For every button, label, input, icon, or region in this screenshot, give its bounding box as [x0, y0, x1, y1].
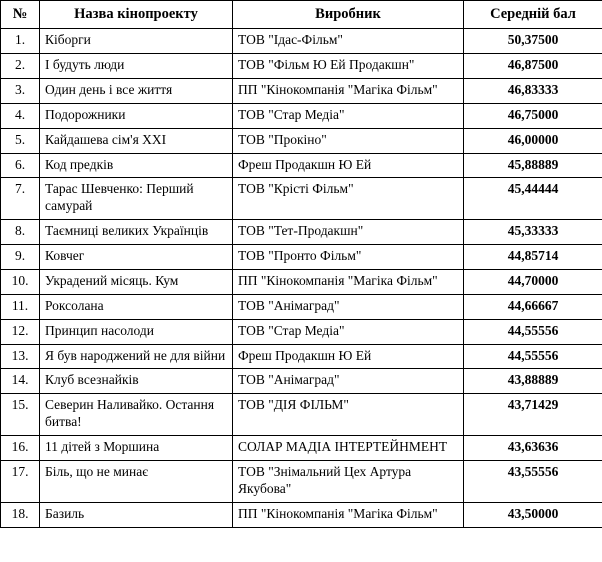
producer-name: ТОВ "Стар Медіа" — [233, 103, 464, 128]
project-title: Кайдашева сім'я XXI — [40, 128, 233, 153]
average-score: 46,75000 — [464, 103, 602, 128]
row-number: 16. — [1, 436, 40, 461]
producer-name: ПП "Кінокомпанія "Магіка Фільм" — [233, 502, 464, 527]
average-score: 44,85714 — [464, 245, 602, 270]
producer-name: ТОВ "Стар Медіа" — [233, 319, 464, 344]
row-number: 13. — [1, 344, 40, 369]
producer-name: ТОВ "Ідас-Фільм" — [233, 29, 464, 54]
row-number: 4. — [1, 103, 40, 128]
table-row — [1, 436, 602, 461]
project-title: Роксолана — [40, 294, 233, 319]
producer-name: ТОВ "Крісті Фільм" — [233, 178, 464, 220]
table-row — [1, 269, 602, 294]
table-row — [1, 78, 602, 103]
average-score: 46,87500 — [464, 54, 602, 79]
row-number: 3. — [1, 78, 40, 103]
average-score: 43,71429 — [464, 394, 602, 436]
project-title: Тарас Шевченко: Перший самурай — [40, 178, 233, 220]
project-title: Код предків — [40, 153, 233, 178]
table-row — [1, 344, 602, 369]
average-score: 43,50000 — [464, 502, 602, 527]
table-header — [1, 1, 602, 29]
producer-name: ПП "Кінокомпанія "Магіка Фільм" — [233, 269, 464, 294]
project-title: Я був народжений не для війни — [40, 344, 233, 369]
row-number: 10. — [1, 269, 40, 294]
row-number: 6. — [1, 153, 40, 178]
row-number: 15. — [1, 394, 40, 436]
table-row — [1, 54, 602, 79]
row-number: 18. — [1, 502, 40, 527]
row-number: 11. — [1, 294, 40, 319]
table-body — [1, 29, 602, 527]
average-score: 50,37500 — [464, 29, 602, 54]
average-score: 44,55556 — [464, 319, 602, 344]
producer-name: ТОВ "Пронто Фільм" — [233, 245, 464, 270]
average-score: 44,70000 — [464, 269, 602, 294]
row-number: 7. — [1, 178, 40, 220]
project-title: Базиль — [40, 502, 233, 527]
row-number: 8. — [1, 220, 40, 245]
table-row — [1, 502, 602, 527]
project-title: Украдений місяць. Кум — [40, 269, 233, 294]
project-title: Подорожники — [40, 103, 233, 128]
producer-name: ТОВ "Анімаград" — [233, 294, 464, 319]
project-title: Один день і все життя — [40, 78, 233, 103]
producer-name: ПП "Кінокомпанія "Магіка Фільм" — [233, 78, 464, 103]
average-score: 44,66667 — [464, 294, 602, 319]
table-row — [1, 178, 602, 220]
row-number: 5. — [1, 128, 40, 153]
row-number: 9. — [1, 245, 40, 270]
average-score: 46,00000 — [464, 128, 602, 153]
producer-name: ТОВ "Анімаград" — [233, 369, 464, 394]
average-score: 44,55556 — [464, 344, 602, 369]
project-title: Принцип насолоди — [40, 319, 233, 344]
row-number: 1. — [1, 29, 40, 54]
table-row — [1, 153, 602, 178]
project-title: Клуб всезнайків — [40, 369, 233, 394]
project-title: Северин Наливайко. Остання битва! — [40, 394, 233, 436]
producer-name: ТОВ "ДІЯ ФІЛЬМ" — [233, 394, 464, 436]
row-number: 14. — [1, 369, 40, 394]
column-header-average-score: Середній бал — [464, 1, 602, 29]
project-title: Ковчег — [40, 245, 233, 270]
producer-name: Фреш Продакшн Ю Ей — [233, 344, 464, 369]
average-score: 45,88889 — [464, 153, 602, 178]
project-title: Таємниці великих Українців — [40, 220, 233, 245]
row-number: 12. — [1, 319, 40, 344]
table-row — [1, 294, 602, 319]
average-score: 43,88889 — [464, 369, 602, 394]
producer-name: ТОВ "Фільм Ю Ей Продакшн" — [233, 54, 464, 79]
project-title: Кіборги — [40, 29, 233, 54]
average-score: 43,63636 — [464, 436, 602, 461]
producer-name: ТОВ "Прокіно" — [233, 128, 464, 153]
average-score: 45,33333 — [464, 220, 602, 245]
table-row — [1, 128, 602, 153]
producer-name: ТОВ "Тет-Продакшн" — [233, 220, 464, 245]
table-row — [1, 29, 602, 54]
column-header-project-title: Назва кінопроекту — [40, 1, 233, 29]
table-row — [1, 394, 602, 436]
table-row — [1, 245, 602, 270]
table-row — [1, 103, 602, 128]
producer-name: ТОВ "Знімальний Цех Артура Якубова" — [233, 460, 464, 502]
table-row — [1, 369, 602, 394]
table-row — [1, 460, 602, 502]
table-row — [1, 220, 602, 245]
producer-name: СОЛАР МАДІА ІНТЕРТЕЙНМЕНТ — [233, 436, 464, 461]
table-row — [1, 319, 602, 344]
column-header-producer: Виробник — [233, 1, 464, 29]
row-number: 17. — [1, 460, 40, 502]
average-score: 43,55556 — [464, 460, 602, 502]
average-score: 45,44444 — [464, 178, 602, 220]
producer-name: Фреш Продакшн Ю Ей — [233, 153, 464, 178]
row-number: 2. — [1, 54, 40, 79]
project-title: 11 дітей з Моршина — [40, 436, 233, 461]
project-title: Біль, що не минає — [40, 460, 233, 502]
average-score: 46,83333 — [464, 78, 602, 103]
project-title: І будуть люди — [40, 54, 233, 79]
table-header-row — [1, 1, 602, 29]
column-header-number: № — [1, 1, 40, 29]
